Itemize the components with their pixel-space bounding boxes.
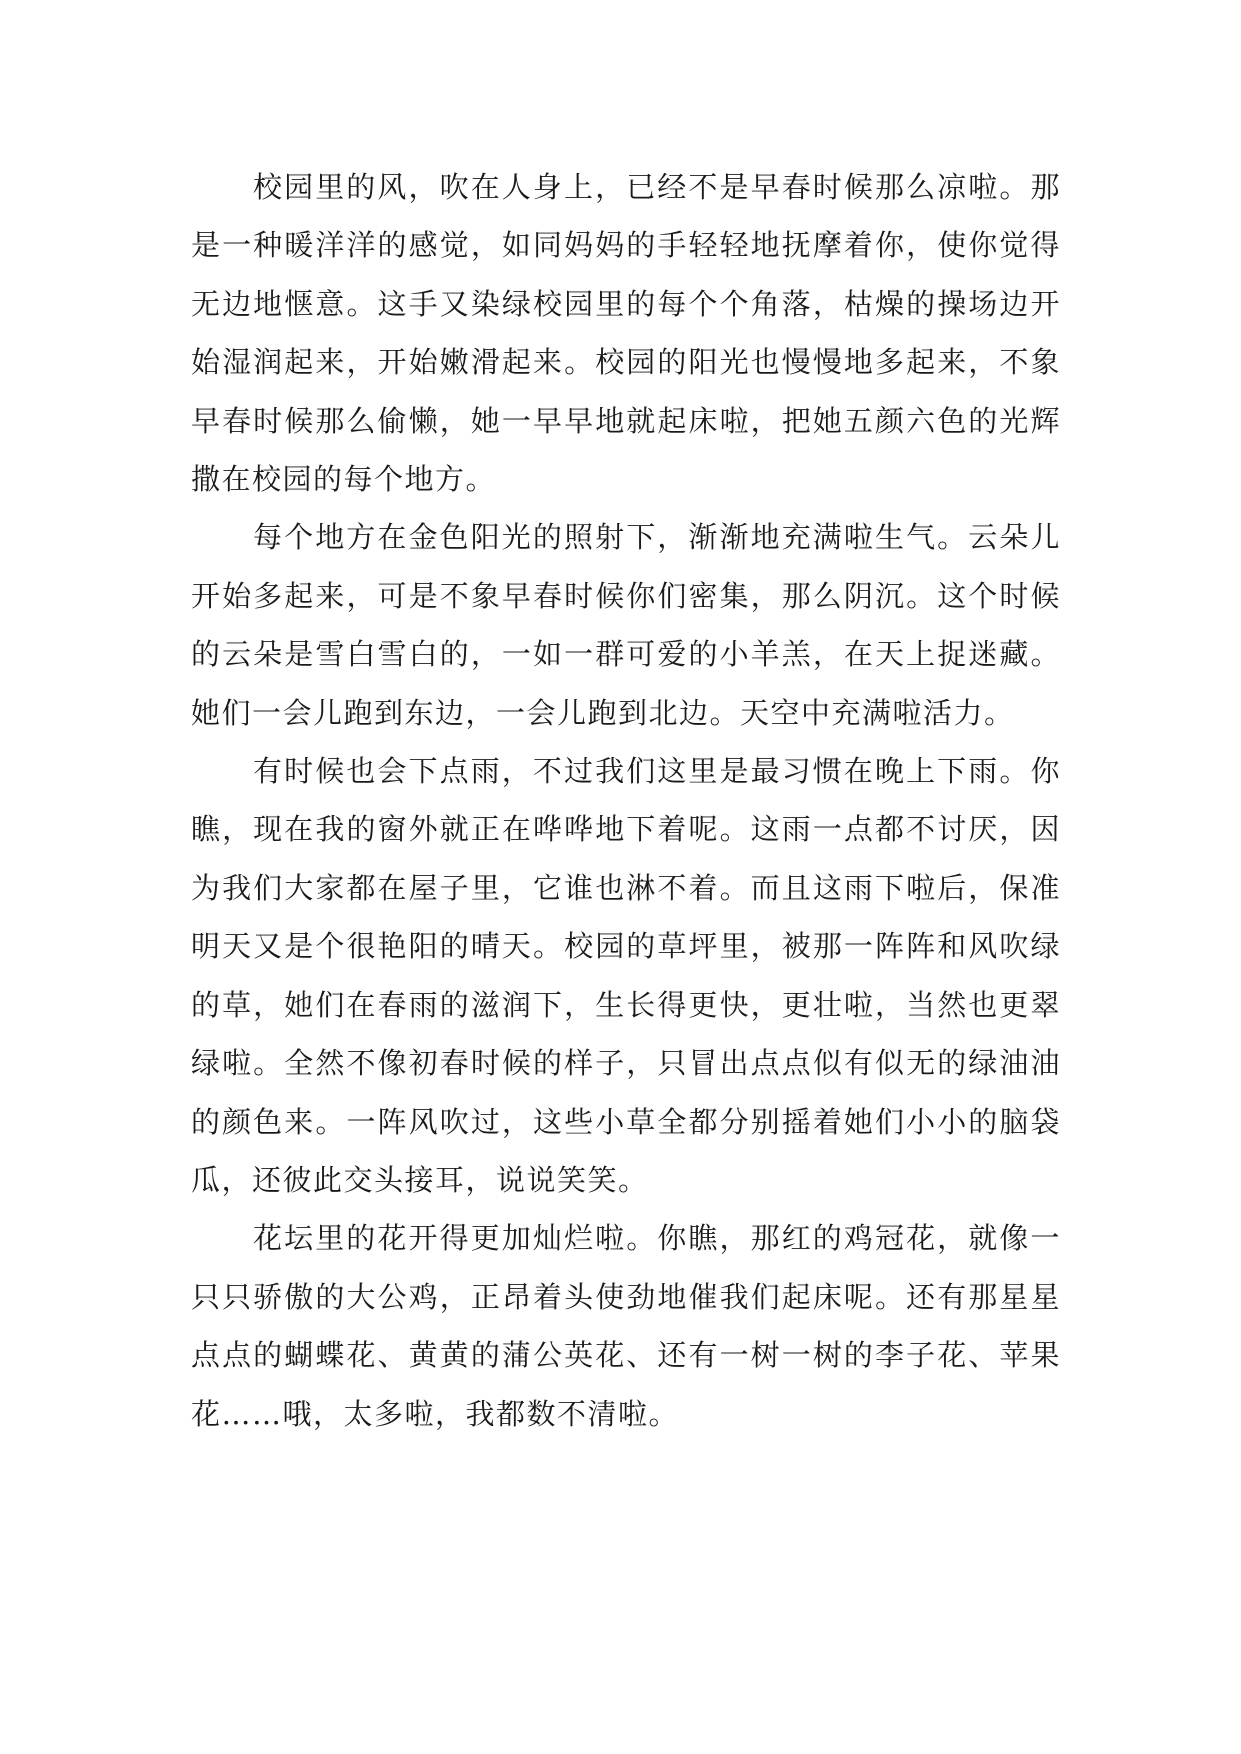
document-body bbox=[191, 158, 1061, 1443]
paragraph-2: 每个地方在金色阳光的照射下，渐渐地充满啦生气。云朵儿开始多起来，可是不象早春时候你们密集，那么阴沉。这个时候的云朵是雪白雪白的，一如一群可爱的小羊羔，在天上捉迷藏。她们一会儿跑到东边，一会儿跑到北边。天空中充满啦活力。 bbox=[191, 520, 1061, 730]
paragraph-4: 花坛里的花开得更加灿烂啦。你瞧，那红的鸡冠花，就像一只只骄傲的大公鸡，正昂着头使劲地催我们起床呢。还有那星星点点的蝴蝶花、黄黄的蒲公英花、还有一树一树的李子花、苹果花……哦，太多啦，我都数不清啦。 bbox=[191, 1221, 1061, 1431]
paragraph-3: 有时候也会下点雨，不过我们这里是最习惯在晚上下雨。你瞧，现在我的窗外就正在哗哗地下着呢。这雨一点都不讨厌，因为我们大家都在屋子里，它谁也淋不着。而且这雨下啦后，保准明天又是个很艳阳的晴天。校园的草坪里，被那一阵阵和风吹绿的草，她们在春雨的滋润下，生长得更快，更壮啦，当然也更翠绿啦。全然不像初春时候的样子，只冒出点点似有似无的绿油油的颜色来。一阵风吹过，这些小草全都分别摇着她们小小的脑袋瓜，还彼此交头接耳，说说笑笑。 bbox=[191, 754, 1061, 1197]
paragraph-1: 校园里的风，吹在人身上，已经不是早春时候那么凉啦。那是一种暖洋洋的感觉，如同妈妈的手轻轻地抚摩着你，使你觉得无边地惬意。这手又染绿校园里的每个个角落，枯燥的操场边开始湿润起来，开始嫩滑起来。校园的阳光也慢慢地多起来，不象早春时候那么偷懒，她一早早地就起床啦，把她五颜六色的光辉撒在校园的每个地方。 bbox=[191, 170, 1061, 497]
